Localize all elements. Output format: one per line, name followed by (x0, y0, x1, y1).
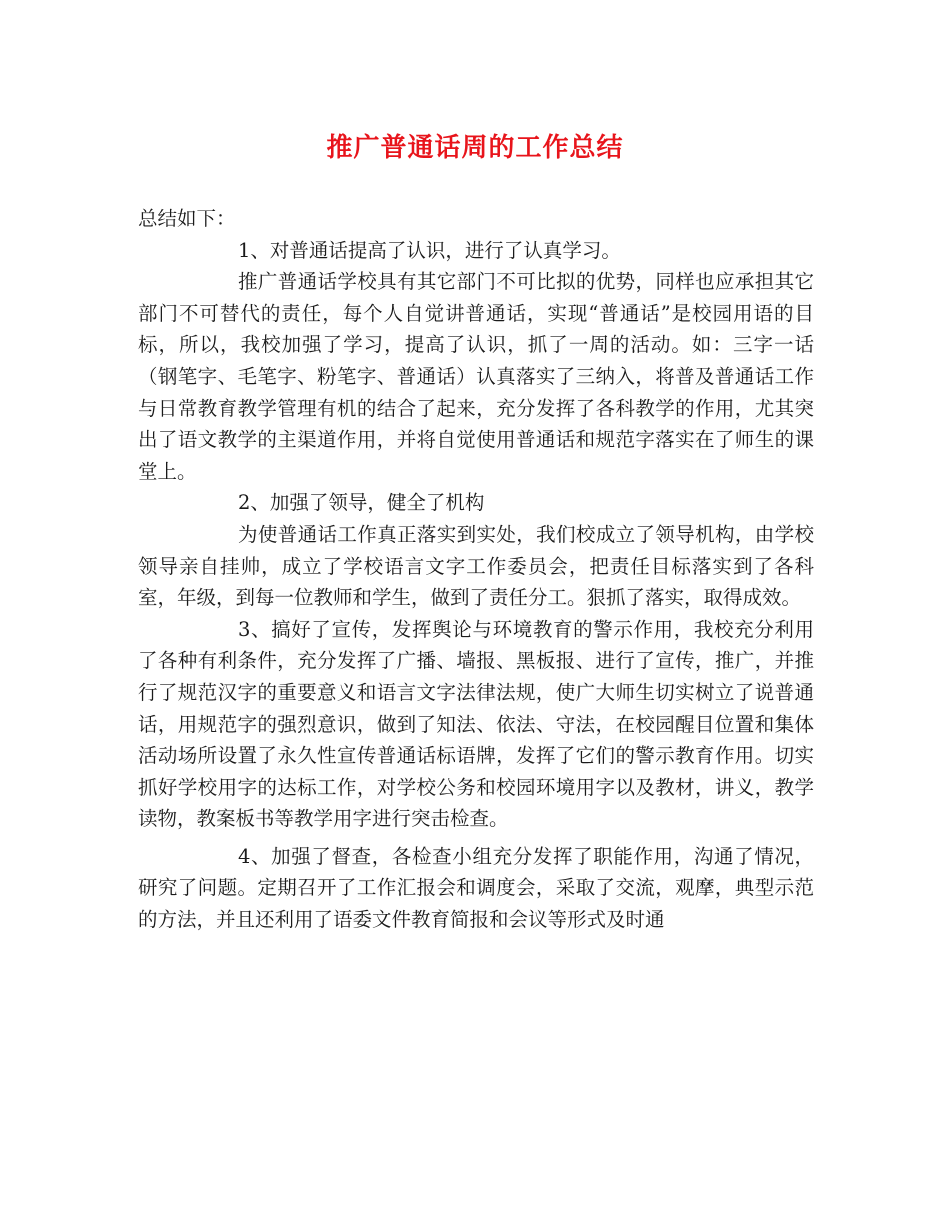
intro-text: 总结如下： (138, 207, 236, 230)
section-2-heading: 2、加强了领导，健全了机构 (238, 491, 485, 515)
section-1-heading: 1、对普通话提高了认识，进行了认真学习。 (238, 238, 621, 262)
section-4-body: 4、加强了督查，各检查小组充分发挥了职能作用，沟通了情况，研究了问题。定期召开了工作汇报会和调度会，采取了交流，观摩，典型示范的方法，并且还利用了语委文件教育简报和会议等形式及时通 (138, 844, 814, 932)
document-body (138, 203, 814, 936)
section-3-body: 3、搞好了宣传，发挥舆论与环境教育的警示作用，我校充分利用了各种有利条件，充分发挥了广播、墙报、黑板报、进行了宣传，推广，并推行了规范汉字的重要意义和语言文字法律法规，使广大师生切实树立了说普通话，用规范字的强烈意识，做到了知法、依法、守法，在校园醒目位置和集体活动场所设置了永久性宣传普通话标语牌，发挥了它们的警示教育作用。切实抓好学校用字的达标工作，对学校公务和校园环境用字以及教材，讲义，教学读物，教案板书等教学用字进行突击检查。 (138, 617, 814, 831)
section-1-body: 推广普通话学校具有其它部门不可比拟的优势，同样也应承担其它部门不可替代的责任，每个人自觉讲普通话，实现“普通话”是校园用语的目标，所以，我校加强了学习，提高了认识，抓了一周的活动。如：三字一话（钢笔字、毛笔字、粉笔字、普通话）认真落实了三纳入，将普及普通话工作与日常教育教学管理有机的结合了起来，充分发挥了各科教学的作用，尤其突出了语文教学的主渠道作用，并将自觉使用普通话和规范字落实在了师生的课堂上。 (138, 270, 814, 483)
document-title: 推广普通话周的工作总结 (326, 133, 624, 163)
section-2-body: 为使普通话工作真正落实到实处，我们校成立了领导机构，由学校领导亲自挂帅，成立了学校语言文字工作委员会，把责任目标落实到了各科室，年级，到每一位教师和学生，做到了责任分工。狠抓了落实，取得成效。 (138, 522, 814, 610)
